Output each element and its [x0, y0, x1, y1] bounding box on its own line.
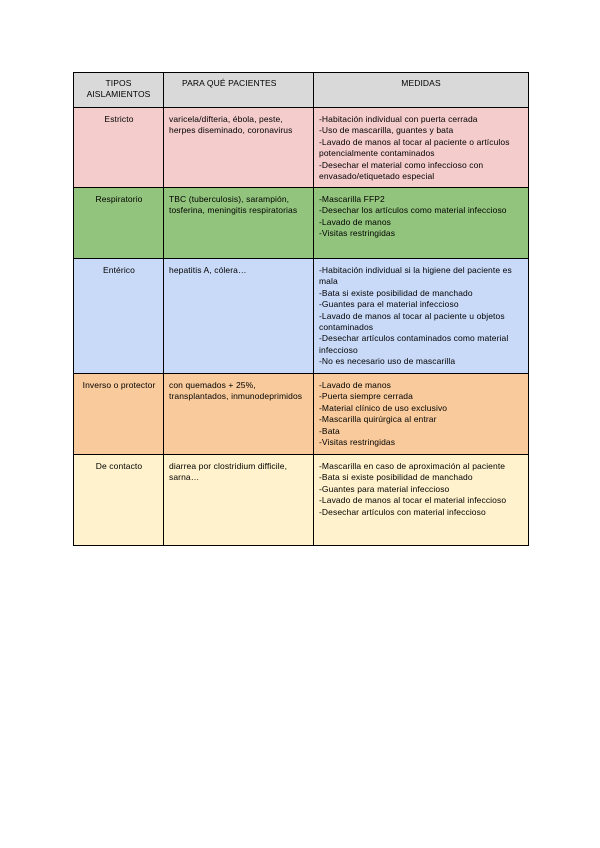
measure-item: -Habitación individual si la higiene del paciente es mala [319, 265, 512, 287]
measure-item: -Material clínico de uso exclusivo [319, 402, 448, 413]
measure-item: -Bata si existe posibilidad de manchado [319, 472, 473, 483]
measures-cell [314, 374, 529, 455]
measures-cell [314, 455, 529, 546]
measures-cell [314, 259, 529, 374]
measure-item: -Desechar artículos contaminados como material infeccioso [319, 333, 509, 355]
measure-item: -Lavado de manos al tocar al paciente o artículos potencialmente contaminados [319, 136, 510, 159]
measure-item: -Visitas restringidas [319, 228, 396, 239]
patients-cell: con quemados + 25%, transplantados, inmunodeprimidos [164, 374, 314, 455]
table-row-enterico [74, 259, 529, 374]
measures-cell [314, 108, 529, 188]
table-header-row [74, 73, 529, 108]
measure-item: -Uso de mascarilla, guantes y bata [319, 125, 454, 136]
measure-item: -Bata [319, 425, 340, 436]
measure-item: -Lavado de manos [319, 380, 392, 390]
table-row-estricto [74, 108, 529, 188]
isolation-type-cell: De contacto [74, 455, 164, 546]
measure-item: -Mascarilla quirúrgica al entrar [319, 414, 437, 425]
header-patients: PARA QUÉ PACIENTES [164, 73, 314, 108]
measure-item: -Mascarilla en caso de aproximación al paciente [319, 461, 506, 471]
measure-item: -Puerta siempre cerrada [319, 391, 413, 402]
measure-item: -No es necesario uso de mascarilla [319, 356, 456, 367]
measures-cell [314, 188, 529, 259]
measure-item: -Desechar artículos con material infeccioso [319, 506, 486, 517]
measure-item: -Bata si existe posibilidad de manchado [319, 287, 473, 298]
measure-item: -Guantes para el material infeccioso [319, 299, 459, 310]
table-row-respiratorio [74, 188, 529, 259]
measure-item: -Habitación individual con puerta cerrada [319, 114, 478, 124]
measure-item: -Lavado de manos [319, 216, 392, 227]
header-isolation-types: TIPOS AISLAMIENTOS [74, 73, 164, 108]
table-row-inverso [74, 374, 529, 455]
table-row-contacto [74, 455, 529, 546]
measure-item: -Desechar el material como infeccioso con envasado/etiquetado especial [319, 159, 484, 182]
isolation-type-cell: Inverso o protector [74, 374, 164, 455]
isolation-types-table [73, 72, 529, 546]
isolation-type-cell: Entérico [74, 259, 164, 374]
patients-cell: diarrea por clostridium difficile, sarna… [164, 455, 314, 546]
isolation-type-cell: Respiratorio [74, 188, 164, 259]
header-measures: MEDIDAS [314, 73, 529, 108]
measure-item: -Visitas restringidas [319, 437, 396, 448]
measure-item: -Desechar los artículos como material infeccioso [319, 205, 507, 216]
measure-item: -Mascarilla FFP2 [319, 194, 385, 204]
isolation-type-cell: Estricto [74, 108, 164, 188]
measure-item: -Lavado de manos al tocar el material infeccioso [319, 495, 507, 506]
measure-item: -Lavado de manos al tocar al paciente u objetos contaminados [319, 310, 505, 333]
measure-item: -Guantes para material infeccioso [319, 483, 450, 494]
patients-cell: TBC (tuberculosis), sarampión, tosferina, meningitis respiratorias [164, 188, 314, 259]
patients-cell: varicela/difteria, ébola, peste, herpes diseminado, coronavirus [164, 108, 314, 188]
patients-cell: hepatitis A, cólera… [164, 259, 314, 374]
